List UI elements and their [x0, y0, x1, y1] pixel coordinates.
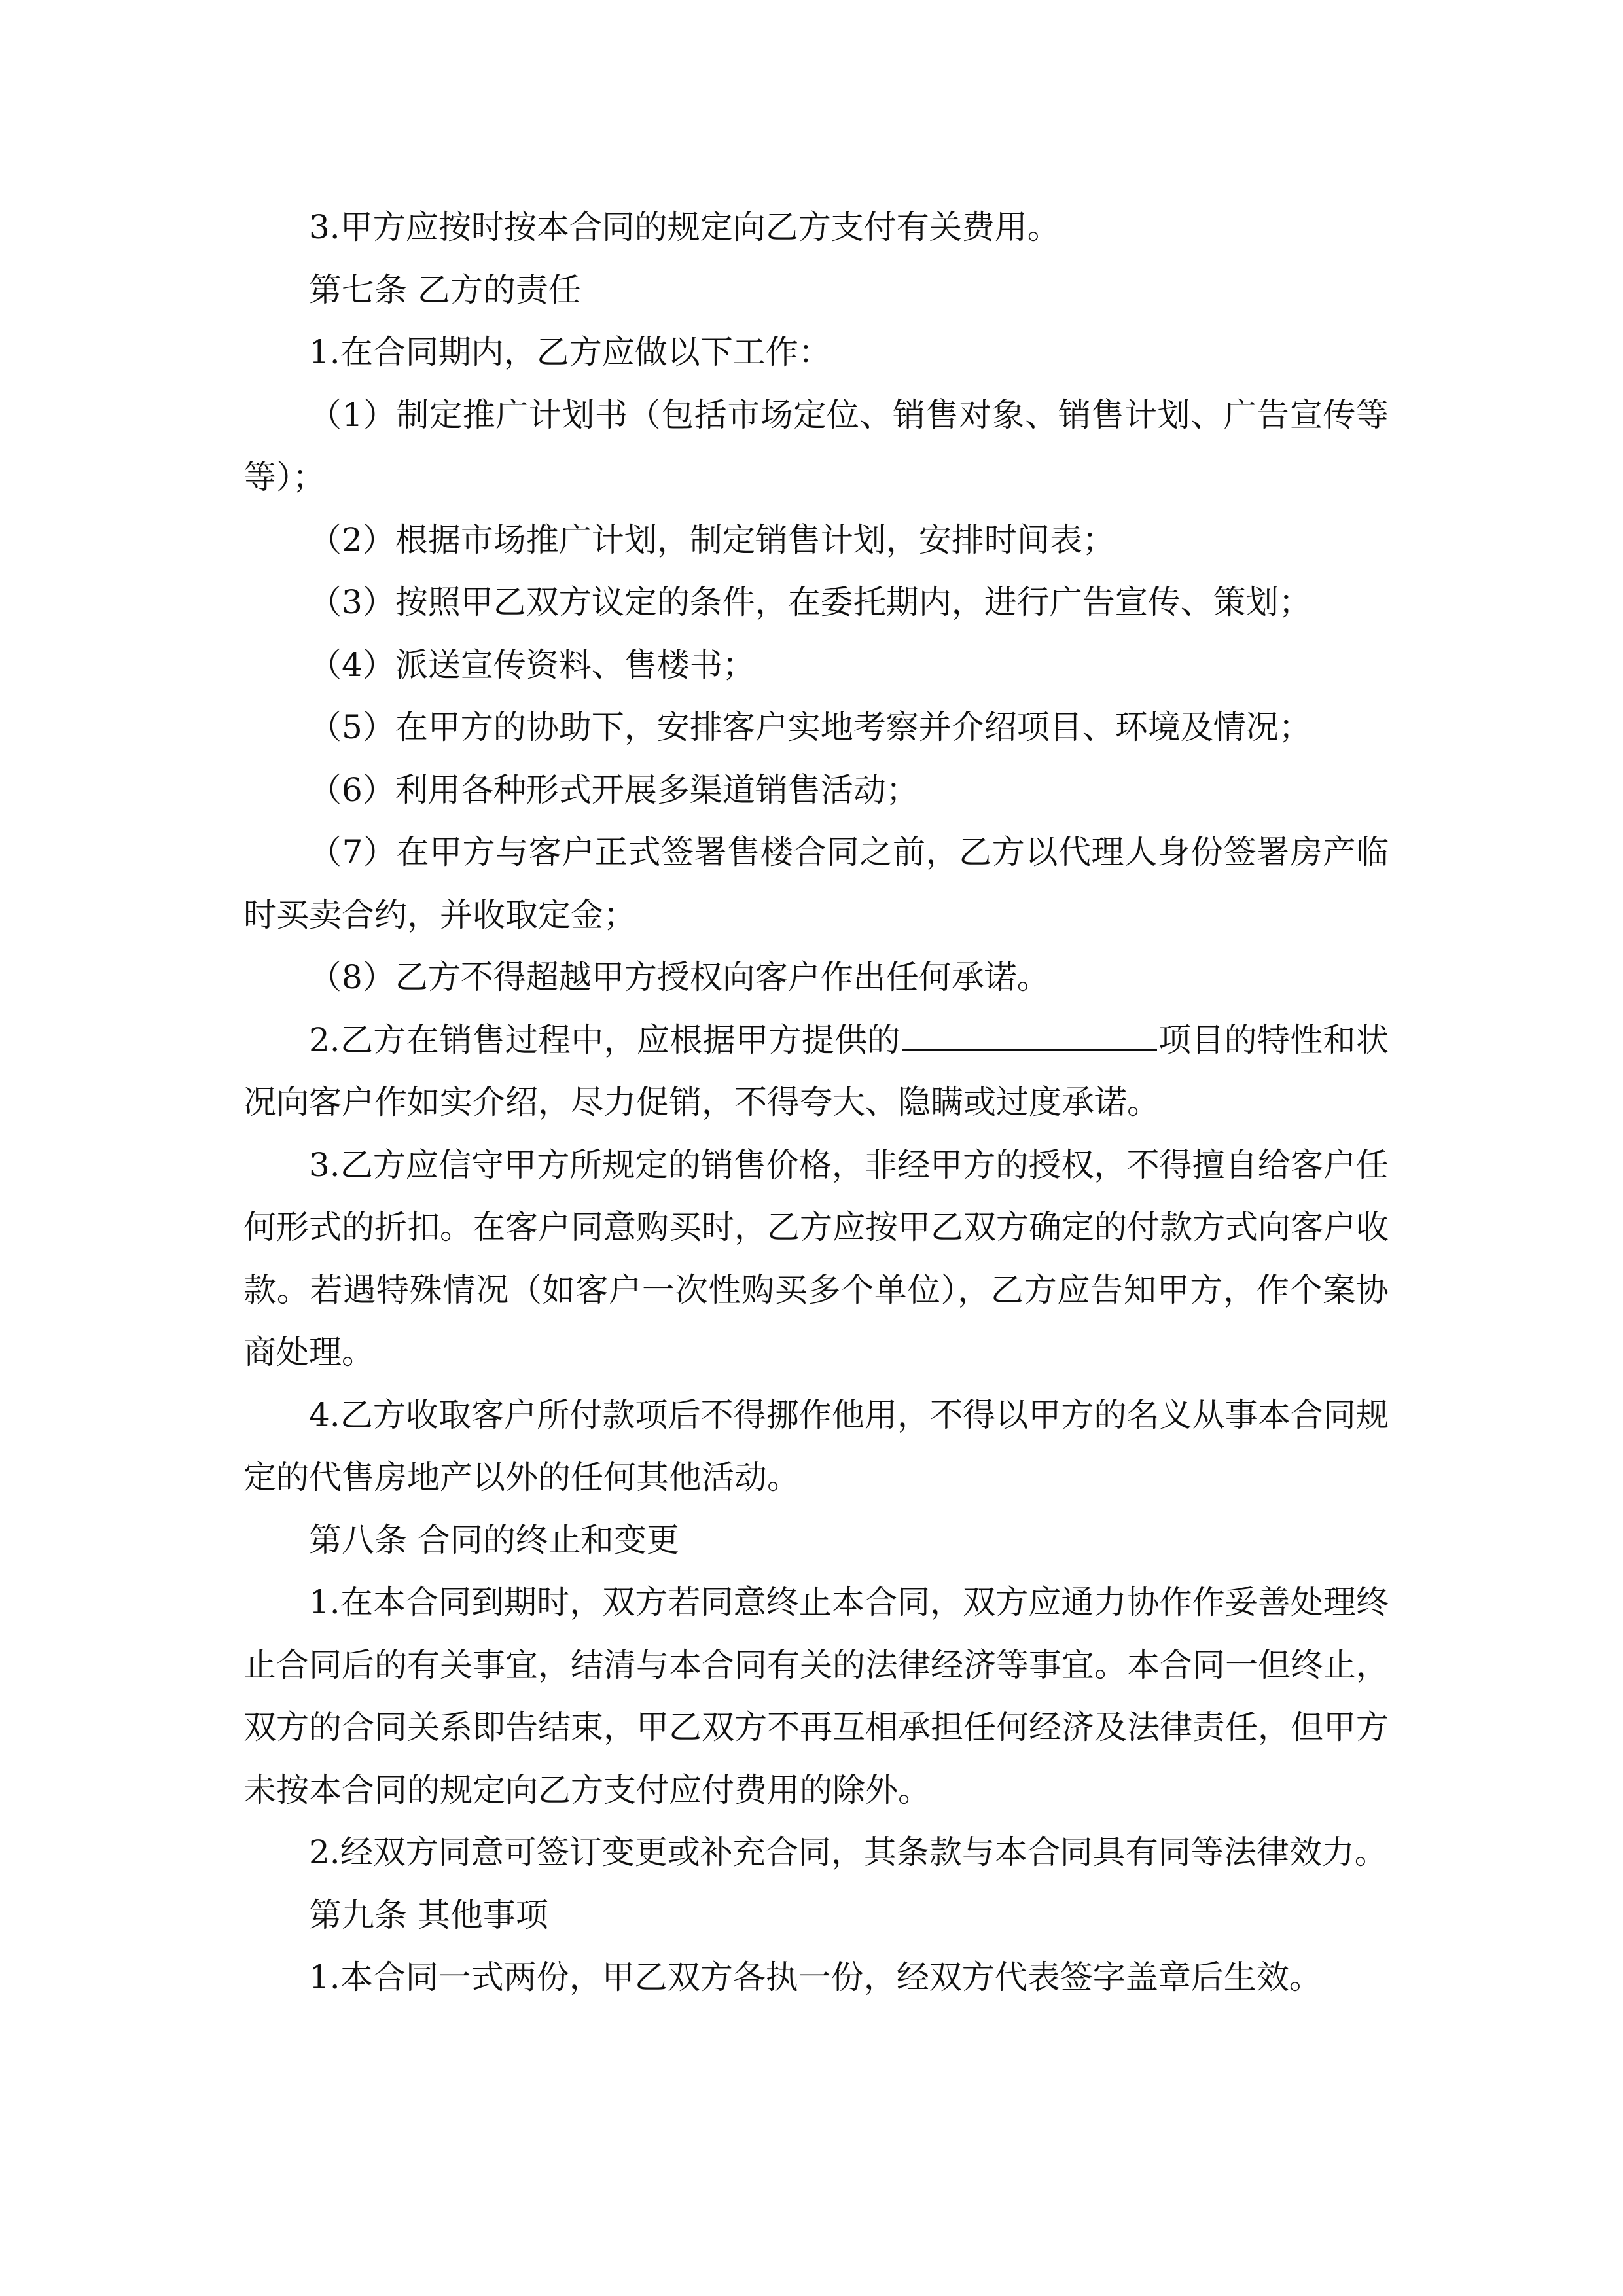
list-item: （3）按照甲乙双方议定的条件，在委托期内，进行广告宣传、策划；: [309, 583, 1311, 621]
paragraph: 1.在合同期内，乙方应做以下工作：: [309, 333, 831, 371]
paragraph-with-blank: [243, 1009, 1389, 1134]
list-item: （6）利用各种形式开展多渠道销售活动；: [309, 770, 919, 809]
paragraph: 4.乙方收取客户所付款项后不得挪作他用，不得以甲方的名义从事本合同规定的代售房地产以外的任何其他活动。: [243, 1395, 1389, 1496]
paragraph: 1.本合同一式两份，甲乙双方各执一份，经双方代表签字盖章后生效。: [309, 1958, 1322, 1996]
list-item: （7）在甲方与客户正式签署售楼合同之前，乙方以代理人身份签署房产临时买卖合约，并收取定金；: [243, 833, 1389, 934]
paragraph: 3.甲方应按时按本合同的规定向乙方支付有关费用。: [309, 208, 1060, 246]
contract-body: [243, 196, 1389, 2009]
paragraph-text-end: 项目的特性和状况向客户作如实介绍，尽力促销，不得夸大、隐瞒或过度承诺。: [243, 1020, 1389, 1121]
list-item: （1）制定推广计划书（包括市场定位、销售对象、销售计划、广告宣传等等）；: [243, 395, 1389, 496]
list-item: （5）在甲方的协助下，安排客户实地考察并介绍项目、环境及情况；: [309, 708, 1311, 746]
paragraph-text-start: 2.乙方在销售过程中，应根据甲方提供的: [309, 1020, 901, 1059]
fill-in-blank[interactable]: [902, 1016, 1157, 1051]
list-item: （4）派送宣传资料、售楼书；: [309, 645, 755, 684]
paragraph: 2.经双方同意可签订变更或补充合同，其条款与本合同具有同等法律效力。: [309, 1833, 1387, 1871]
article-heading: 第九条 其他事项: [309, 1895, 548, 1934]
article-heading: 第七条 乙方的责任: [309, 270, 581, 309]
list-item: （8）乙方不得超越甲方授权向客户作出任何承诺。: [309, 958, 1050, 996]
paragraph: 1.在本合同到期时，双方若同意终止本合同，双方应通力协作作妥善处理终止合同后的有关事宜，结清与本合同有关的法律经济等事宜。本合同一但终止，双方的合同关系即告结束，甲乙双方不再互相承担任何经济及法律责任，但甲方未按本合同的规定向乙方支付应付费用的除外。: [243, 1583, 1389, 1809]
article-heading: 第八条 合同的终止和变更: [309, 1520, 679, 1559]
paragraph: 3.乙方应信守甲方所规定的销售价格，非经甲方的授权，不得擅自给客户任何形式的折扣。在客户同意购买时，乙方应按甲乙双方确定的付款方式向客户收款。若遇特殊情况（如客户一次性购买多个单位），乙方应告知甲方，作个案协商处理。: [243, 1145, 1389, 1371]
list-item: （2）根据市场推广计划，制定销售计划，安排时间表；: [309, 520, 1115, 559]
